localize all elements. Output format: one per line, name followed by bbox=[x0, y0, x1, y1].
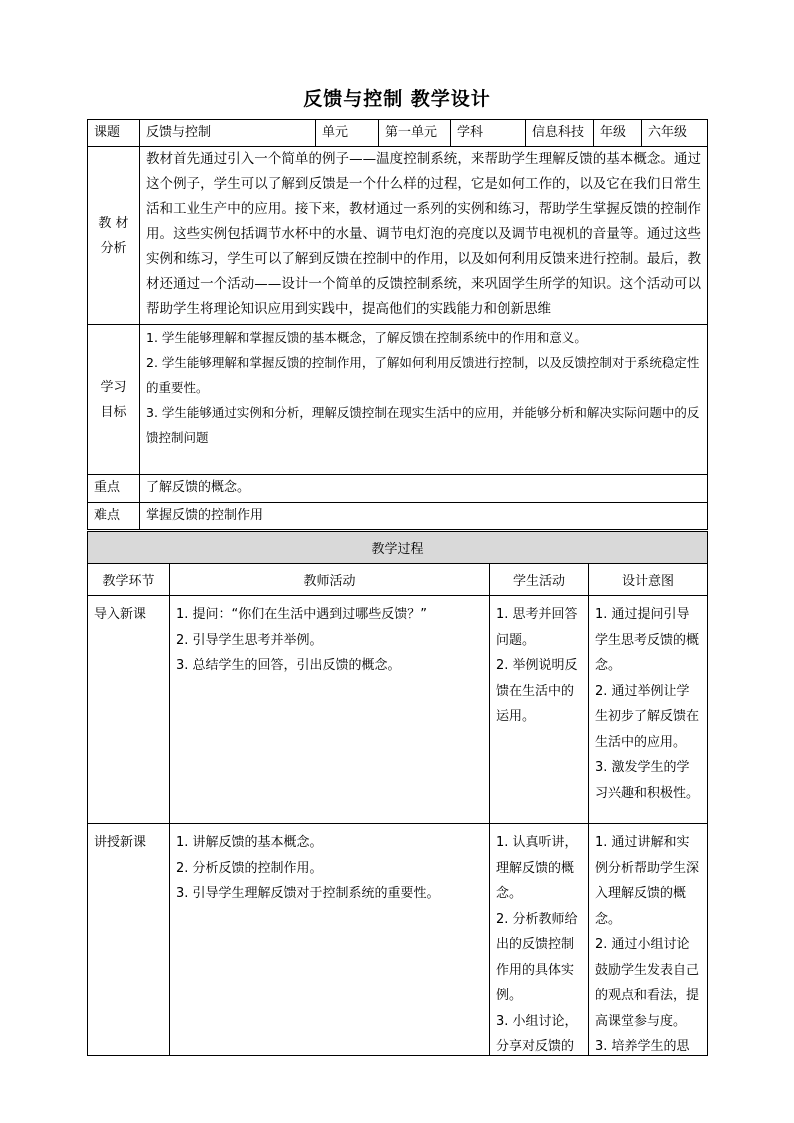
topic-label: 课题 bbox=[88, 120, 140, 147]
student-activity bbox=[490, 596, 589, 824]
student-item: 2. 举例说明反馈在生活中的运用。 bbox=[496, 658, 578, 724]
teacher-item: 2. 分析反馈的控制作用。 bbox=[176, 860, 323, 876]
difficulty-text: 掌握反馈的控制作用 bbox=[140, 503, 708, 530]
goal-item: 2. 学生能够理解和掌握反馈的控制作用，了解如何利用反馈进行控制，以及反馈控制对于系统稳定性的重要性。 bbox=[146, 355, 700, 395]
column-header: 教学环节 bbox=[88, 564, 170, 596]
design-intent bbox=[589, 596, 708, 824]
intent-item: 2. 通过小组讨论鼓励学生发表自己的观点和看法，提高课堂参与度。 bbox=[595, 937, 700, 1029]
subject-label: 学科 bbox=[451, 120, 526, 147]
process-table bbox=[87, 531, 708, 1056]
goal-item: 3. 学生能够通过实例和分析，理解反馈控制在现实生活中的应用，并能够分析和解决实际问题中的反馈控制问题 bbox=[146, 405, 700, 445]
student-activity bbox=[490, 824, 589, 1056]
student-item: 3. 小组讨论，分享对反馈的 bbox=[496, 1013, 578, 1054]
column-header: 设计意图 bbox=[589, 564, 708, 596]
intent-item: 1. 通过提问引导学生思考反馈的概念。 bbox=[595, 607, 700, 673]
subject-value: 信息科技 bbox=[526, 120, 594, 147]
key-point-label: 重点 bbox=[88, 475, 140, 503]
teacher-activity bbox=[170, 824, 490, 1056]
teacher-item: 1. 提问：“你们在生活中遇到过哪些反馈？” bbox=[176, 607, 428, 622]
grade-value: 六年级 bbox=[642, 120, 708, 147]
teacher-item: 2. 引导学生思考并举例。 bbox=[176, 632, 323, 648]
grade-label: 年级 bbox=[594, 120, 642, 147]
process-row-intro bbox=[88, 596, 708, 824]
student-item: 2. 分析教师给出的反馈控制作用的具体实例。 bbox=[496, 911, 578, 1003]
key-point-text: 了解反馈的概念。 bbox=[140, 475, 708, 503]
teacher-item: 3. 总结学生的回答，引出反馈的概念。 bbox=[176, 658, 401, 673]
topic-value: 反馈与控制 bbox=[140, 120, 316, 147]
analysis-text: 教材首先通过引入一个简单的例子——温度控制系统，来帮助学生理解反馈的基本概念。通过这个例子，学生可以了解到反馈是一个什么样的过程，它是如何工作的，以及它在我们日常生活和工业生产中的应用。接下来，教材通过一系列的实例和练习，帮助学生掌握反馈的控制作用。这些实例包括调节水杯中的水量、调节电灯泡的亮度以及调节电视机的音量等。通过这些实例和练习，学生可以了解到反馈在控制中的作用，以及如何利用反馈来进行控制。最后，教材还通过一个活动——设计一个简单的反馈控制系统，来巩固学生所学的知识。这个活动可以帮助学生将理论知识应用到实践中，提高他们的实践能力和创新思维 bbox=[140, 147, 708, 325]
design-intent bbox=[589, 824, 708, 1056]
document-title: 反馈与控制 教学设计 bbox=[303, 88, 491, 110]
analysis-label: 教 材 分析 bbox=[88, 147, 140, 325]
unit-value: 第一单元 bbox=[379, 120, 451, 147]
goals-list bbox=[140, 325, 708, 475]
intent-item: 3. 培养学生的思 bbox=[595, 1039, 690, 1054]
teacher-item: 3. 引导学生理解反馈对于控制系统的重要性。 bbox=[176, 886, 440, 901]
goals-label: 学习 目标 bbox=[88, 325, 140, 475]
student-item: 1. 认真听讲，理解反馈的概念。 bbox=[496, 835, 578, 901]
stage-cell: 讲授新课 bbox=[88, 824, 170, 1056]
column-header: 学生活动 bbox=[490, 564, 589, 596]
info-table bbox=[87, 119, 708, 530]
goal-item: 1. 学生能够理解和掌握反馈的基本概念，了解反馈在控制系统中的作用和意义。 bbox=[146, 330, 587, 345]
column-header: 教师活动 bbox=[170, 564, 490, 596]
unit-label: 单元 bbox=[316, 120, 379, 147]
intent-item: 1. 通过讲解和实例分析帮助学生深入理解反馈的概念。 bbox=[595, 835, 700, 927]
difficulty-label: 难点 bbox=[88, 503, 140, 530]
stage-cell: 导入新课 bbox=[88, 596, 170, 824]
process-heading: 教学过程 bbox=[88, 532, 708, 564]
student-item: 1. 思考并回答问题。 bbox=[496, 607, 578, 648]
teacher-activity bbox=[170, 596, 490, 824]
teacher-item: 1. 讲解反馈的基本概念。 bbox=[176, 835, 323, 850]
intent-item: 3. 激发学生的学习兴趣和积极性。 bbox=[595, 760, 700, 801]
process-row-new-lesson bbox=[88, 824, 708, 1056]
intent-item: 2. 通过举例让学生初步了解反馈在生活中的应用。 bbox=[595, 683, 700, 750]
